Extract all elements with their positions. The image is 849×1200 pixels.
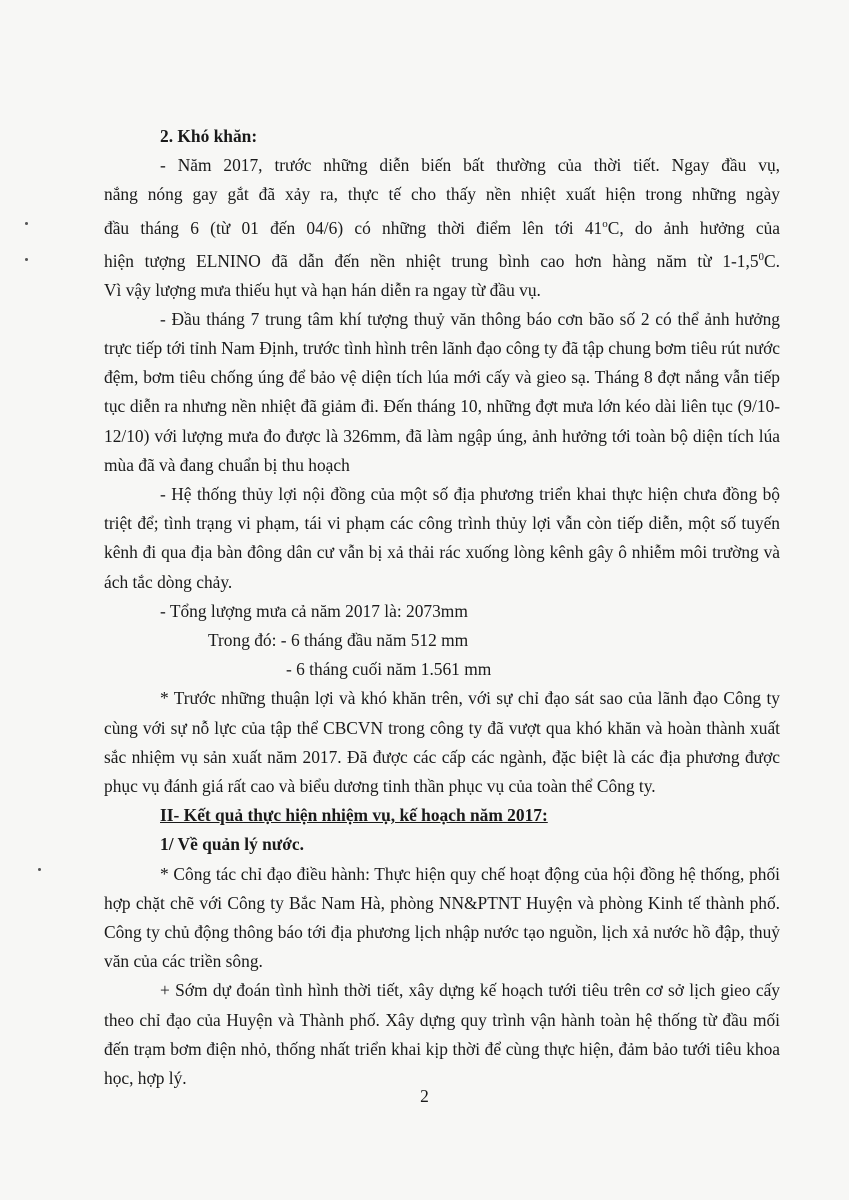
heading-results: II- Kết quả thực hiện nhiệm vụ, kế hoạch năm 2017: (160, 805, 548, 826)
line: - Năm 2017, trước những diễn biến bất thường của thời tiết. Ngay đầu vụ, (160, 155, 780, 176)
rain-first-half: Trong đó: - 6 tháng đầu năm 512 mm (208, 630, 469, 651)
paragraph-weather (104, 151, 780, 305)
document-body (104, 122, 781, 1093)
line: nắng nóng gay gắt đã xảy ra, thực tế cho thấy nền nhiệt xuất hiện trong những ngày (104, 184, 780, 205)
line: đầu tháng 6 (từ 01 đến 04/6) có những thời điểm lên tới 41$^o$C, do ảnh hưởng của (104, 217, 780, 238)
paragraph-summary: * Trước những thuận lợi và khó khăn trên, với sự chỉ đạo sát sao của lãnh đạo Công ty cùng với sự nỗ lực của tập thể CBCVN trong công ty đã vượt qua khó khăn và hoàn thành xuất sắc nhiệm vụ sản xuất năm 2017. Đã được các cấp các ngành, đặc biệt là các địa phương được phục vụ đánh giá rất cao và biểu dương tinh thần phục vụ của toàn thể Công ty. (104, 688, 780, 797)
scan-speck (25, 222, 28, 225)
scan-speck (38, 868, 41, 871)
rain-second-half: - 6 tháng cuối năm 1.561 mm (286, 659, 492, 680)
line: hiện tượng ELNINO đã dẫn đến nền nhiệt trung bình cao hơn hàng năm từ $1-1,5^0C$. (104, 250, 780, 271)
paragraph-storm: - Đầu tháng 7 trung tâm khí tượng thuỷ văn thông báo cơn bão số 2 có thể ảnh hưởng trực tiếp tới tỉnh Nam Định, trước tình hình trên lãnh đạo công ty đã tập chung bơm tiêu rút nước đệm, bơm tiêu chống úng để bảo vệ diện tích lúa mới cấy và gieo sạ. Tháng 8 đợt nắng vẫn tiếp tục diễn ra nhưng nền nhiệt đã giảm đi. Đến tháng 10, những đợt mưa lớn kéo dài liên tục (9/10-12/10) với lượng mưa đo được là 326mm, đã làm ngập úng, ảnh hưởng tới toàn bộ diện tích lúa mùa đã và đang chuẩn bị thu hoạch (104, 308, 781, 475)
line: Vì vậy lượng mưa thiếu hụt và hạn hán diễn ra ngay từ đầu vụ. (104, 279, 541, 300)
paragraph-forecast: + Sớm dự đoán tình hình thời tiết, xây dựng kế hoạch tưới tiêu trên cơ sở lịch gieo cấy theo chỉ đạo của Huyện và Thành phố. Xây dựng quy trình vận hành toàn hệ thống từ đầu mối đến trạm bơm điện nhỏ, thống nhất triển khai kịp thời để cùng thực hiện, đảm bảo tưới tiêu khoa học, hợp lý. (104, 980, 780, 1089)
page-number: 2 (420, 1086, 429, 1106)
rain-total: - Tổng lượng mưa cả năm 2017 là: 2073mm (160, 600, 468, 621)
paragraph-direction: * Công tác chỉ đạo điều hành: Thực hiện quy chế hoạt động của hội đồng hệ thống, phối hợp chặt chẽ với Công ty Bắc Nam Hà, phòng NN&PTNT Huyện và phòng Kinh tế thành phố. Công ty chủ động thông báo tới địa phương lịch nhập nước tạo nguồn, lịch xả nước hồ đập, thuỷ văn của các triền sông. (104, 863, 780, 972)
paragraph-irrigation: - Hệ thống thủy lợi nội đồng của một số địa phương triển khai thực hiện chưa đồng bộ triệt để; tình trạng vi phạm, tái vi phạm các công trình thủy lợi vẫn còn tiếp diễn, một số tuyến kênh đi qua địa bàn đông dân cư vẫn bị xả thải rác xuống lòng kênh gây ô nhiễm môi trường và ách tắc dòng chảy. (104, 484, 780, 592)
heading-water-management: 1/ Về quản lý nước. (160, 834, 304, 855)
scan-speck (25, 258, 28, 261)
section-title: 2. Khó khăn: (160, 126, 258, 146)
